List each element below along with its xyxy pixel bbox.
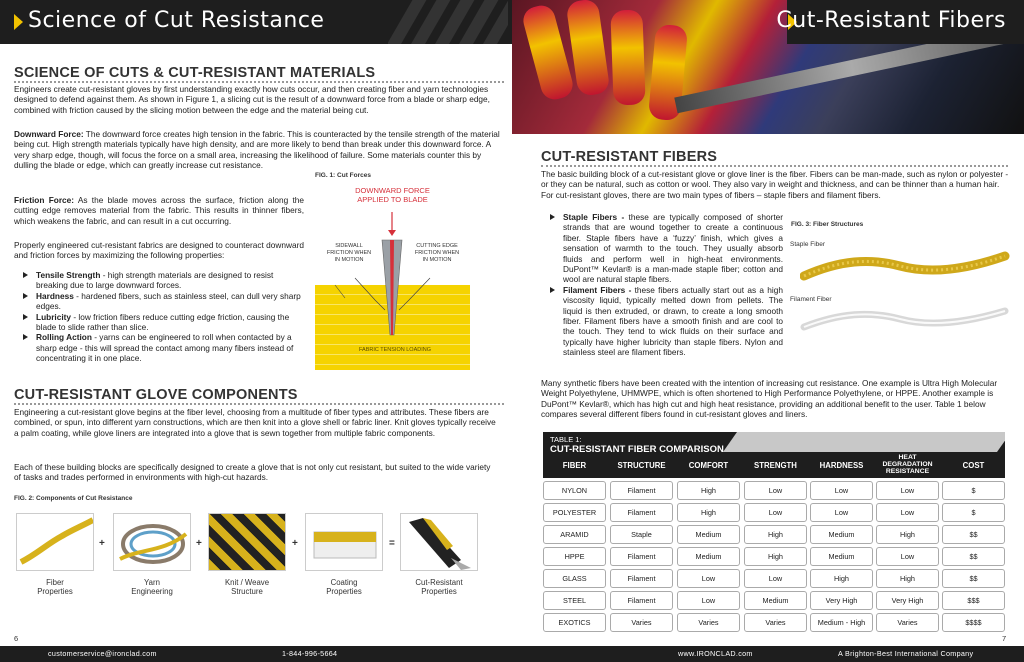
table-row xyxy=(543,481,1005,500)
building-blocks-paragraph: Each of these building blocks are specifically designed to create a glove that is not only cut resistant, but suited to the wide variety of tasks and trades performed in environments with high-cut hazards. xyxy=(14,462,491,483)
table-header-stripes xyxy=(720,432,1005,452)
component-label: Knit / Weave Structure xyxy=(224,578,270,596)
table-cell: Filament xyxy=(610,481,673,500)
table-cell: NYLON xyxy=(543,481,606,500)
footer-website[interactable]: www.IRONCLAD.com xyxy=(678,649,753,658)
table-cell: $$$$ xyxy=(942,613,1005,632)
intro-paragraph: Engineers create cut-resistant gloves by first understanding exactly how cuts occur, and then creating fiber and yarn technologies designed to defend against them. As shown in Figure 1, a slicing cut is the result of a downward force from a blade or sharp edge, combined with friction caused by the slicing motion between the edge and the material being cut. xyxy=(14,84,490,115)
divider xyxy=(541,165,1008,167)
table-cell: $$ xyxy=(942,525,1005,544)
table-cell: Low xyxy=(744,481,807,500)
properties-paragraph: Properly engineered cut-resistant fabrics are designed to counteract downward and friction forces by maximizing the following properties: xyxy=(14,240,304,261)
figure-label: FIG. 3: Fiber Structures xyxy=(791,221,864,228)
table-cell: High xyxy=(677,503,740,522)
list-item: Tensile Strength - high strength materials are designed to resist breaking due to large downward forces. xyxy=(14,270,306,291)
table-cell: $$ xyxy=(942,547,1005,566)
filament-fiber-image xyxy=(800,305,1010,335)
component-label: Fiber Properties xyxy=(37,578,73,596)
footer-phone[interactable]: 1-844-996-5664 xyxy=(282,649,338,658)
table-cell: $$ xyxy=(942,569,1005,588)
header-stripes xyxy=(388,0,508,44)
table-cell: EXOTICS xyxy=(543,613,606,632)
fiber-types-list xyxy=(541,212,783,358)
figure-label: FIG. 2: Components of Cut Resistance xyxy=(14,495,133,502)
table-cell: Low xyxy=(677,591,740,610)
table-cell: High xyxy=(876,569,939,588)
plus-operator: + xyxy=(292,538,298,549)
table-row xyxy=(543,547,1005,566)
properties-list xyxy=(14,270,306,364)
table-cell: Filament xyxy=(610,591,673,610)
table-cell: High xyxy=(876,525,939,544)
divider xyxy=(14,403,504,405)
table-cell: Very High xyxy=(876,591,939,610)
table-cell: High xyxy=(744,547,807,566)
component-label: Cut-Resistant Properties xyxy=(415,578,463,596)
blade-illustration xyxy=(315,210,470,370)
table-cell: High xyxy=(677,481,740,500)
table-cell: Staple xyxy=(610,525,673,544)
table-cell: Varies xyxy=(610,613,673,632)
table-cell: ARAMID xyxy=(543,525,606,544)
downward-force-label: DOWNWARD FORCE APPLIED TO BLADE xyxy=(355,186,430,204)
page-number: 6 xyxy=(14,634,19,643)
page-title: Cut-Resistant Fibers xyxy=(776,8,1006,33)
table-row xyxy=(543,569,1005,588)
list-item: Lubricity - low friction fibers reduce cutting edge friction, causing the blade to slide rather than slice. xyxy=(14,312,306,333)
table-cell: Low xyxy=(810,481,873,500)
table-cell: Medium - High xyxy=(810,613,873,632)
list-item: Filament Fibers - these fibers actually start out as a high viscosity liquid, typically melted down from pellets. The liquid is then extruded, or drawn, to create a long smooth fiber. Filament fibers have a smooth finish and are cool to the touch. They tend to wick fluids on their surface and typically have higher lubricity than staple fibers. Nylon and stainless steel are filament fibers. xyxy=(541,285,783,358)
column-header: FIBER xyxy=(562,461,587,470)
table-row xyxy=(543,591,1005,610)
column-header: COST xyxy=(962,461,985,470)
table-cell: STEEL xyxy=(543,591,606,610)
table-cell: Varies xyxy=(876,613,939,632)
table-cell: High xyxy=(744,525,807,544)
footer xyxy=(0,646,1024,662)
table-number: TABLE 1: xyxy=(550,435,582,444)
table-cell: Low xyxy=(876,547,939,566)
table-cell: Varies xyxy=(744,613,807,632)
column-header: HEAT DEGRADATION RESISTANCE xyxy=(882,454,933,475)
table-cell: $$$ xyxy=(942,591,1005,610)
column-header: STRUCTURE xyxy=(617,461,666,470)
box-cutter-image xyxy=(400,513,478,571)
table-title: CUT-RESISTANT FIBER COMPARISON xyxy=(550,444,724,455)
table-cell: Filament xyxy=(610,547,673,566)
table-cell: Medium xyxy=(744,591,807,610)
knit-image xyxy=(208,513,286,571)
plus-operator: + xyxy=(196,538,202,549)
table-cell: Low xyxy=(810,503,873,522)
table-cell: Filament xyxy=(610,503,673,522)
fabric-tension-label: FABRIC TENSION LOADING xyxy=(358,347,432,353)
footer-email[interactable]: customerservice@ironclad.com xyxy=(48,649,157,658)
list-item: Rolling Action - yarns can be engineered to roll when contacted by a sharp edge - this will spread the contact among many fibers instead of concentrating it in one place. xyxy=(14,332,306,363)
yarn-image xyxy=(113,513,191,571)
table-cell: Very High xyxy=(810,591,873,610)
friction-force-paragraph: Friction Force: As the blade moves across the surface, friction along the cutting edge removes material from the fabric. This results in thinner fibers, which weakens the fabric, and can result in a cut occurring. xyxy=(14,195,304,226)
table-cell: Low xyxy=(876,481,939,500)
downward-force-paragraph: Downward Force: The downward force creates high tension in the fabric. This is counteracted by the tensile strength of the material being cut. High strength materials typically have high density, and are more likely to bend than break under this downward force. A very sharp edge, though, will focus the force on a small area, increasing the likelihood of failure. Some materials counter this by dulling the blade or edge, which can greatly increase cut resistance. xyxy=(14,129,500,171)
component-label: Yarn Engineering xyxy=(131,578,173,596)
components-paragraph: Engineering a cut-resistant glove begins at the fiber level, choosing from a multitude of fiber types and attributes. These fibers are combined, or spun, into different yarn constructions, which are then knit into a glove shell or fabric liner. Knit gloves typically receive a palm coating, while glove liners are integrated into a glove that is sewn together from multiple fabric components. xyxy=(14,407,496,438)
table-cell: Low xyxy=(876,503,939,522)
section-heading: SCIENCE OF CUTS & CUT-RESISTANT MATERIALS xyxy=(14,65,376,81)
table-cell: Low xyxy=(744,503,807,522)
table-cell: Medium xyxy=(810,547,873,566)
page-title: Science of Cut Resistance xyxy=(28,8,325,33)
coating-image xyxy=(305,513,383,571)
table-cell: Varies xyxy=(677,613,740,632)
table-cell: High xyxy=(810,569,873,588)
table-row xyxy=(543,613,1005,632)
table-cell: Medium xyxy=(677,547,740,566)
page-number: 7 xyxy=(1002,634,1007,643)
table-cell: Low xyxy=(677,569,740,588)
synthetic-fibers-paragraph: Many synthetic fibers have been created with the intention of increasing cut resistance. One example is Ultra High Molecular Weight Polyethylene, UHMWPE, which is often shortened to High Performance Polyethylene, or HPPE. Another example is DuPont™ Kevlar®, which has high cut and high heat resistance, providing an additional benefit to the user. Table 1 below compares several different fibers found in cut-resistant gloves and liners. xyxy=(541,378,998,420)
table-cell: HPPE xyxy=(543,547,606,566)
table-row xyxy=(543,503,1005,522)
chevron-right-icon xyxy=(14,14,23,30)
table-cell: Filament xyxy=(610,569,673,588)
list-item: Staple Fibers - these are typically composed of shorter strands that are wound together to create a continuous fiber. Staple fibers have a ‘fuzzy’ finish, which gives a sensation of warmth to the touch. They usually absorb fluids and perform well in high-heat environments. DuPont™ Kevlar® is a man-made staple fiber; cotton and wool are natural staple fibers. xyxy=(541,212,783,285)
table-cell: GLASS xyxy=(543,569,606,588)
section-heading: CUT-RESISTANT GLOVE COMPONENTS xyxy=(14,387,298,403)
sidewall-friction-label: SIDEWALL FRICTION WHEN IN MOTION xyxy=(326,243,372,263)
plus-operator: + xyxy=(99,538,105,549)
staple-fiber-image xyxy=(800,250,1010,284)
footer-company: A Brighton-Best International Company xyxy=(838,649,974,658)
cutting-edge-friction-label: CUTTING EDGE FRICTION WHEN IN MOTION xyxy=(414,243,460,263)
table-row xyxy=(543,525,1005,544)
equals-operator: = xyxy=(389,538,395,549)
intro-paragraph: The basic building block of a cut-resistant glove or glove liner is the fiber. Fibers can be man-made, such as nylon or polyester - or they can be natural, such as cotton or wool. They also vary in weight and thickness, and can be thinner than a human hair. For cut-resistant gloves, there are two main types of fibers – staple fibers and filament fibers. xyxy=(541,169,1009,200)
list-item: Hardness - hardened fibers, such as stainless steel, can dull very sharp edges. xyxy=(14,291,306,312)
filament-fiber-label: Filament Fiber xyxy=(790,296,832,303)
component-label: Coating Properties xyxy=(326,578,362,596)
table-cell: Medium xyxy=(677,525,740,544)
divider xyxy=(14,81,504,83)
column-header: COMFORT xyxy=(688,461,729,470)
table-cell: POLYESTER xyxy=(543,503,606,522)
fiber-image xyxy=(16,513,94,571)
section-heading: CUT-RESISTANT FIBERS xyxy=(541,149,718,165)
table-cell: Low xyxy=(744,569,807,588)
table-cell: $ xyxy=(942,481,1005,500)
column-header: HARDNESS xyxy=(819,461,864,470)
staple-fiber-label: Staple Fiber xyxy=(790,241,826,248)
table-cell: $ xyxy=(942,503,1005,522)
column-header: STRENGTH xyxy=(754,461,797,470)
figure-label: FIG. 1: Cut Forces xyxy=(315,172,371,179)
table-cell: Medium xyxy=(810,525,873,544)
